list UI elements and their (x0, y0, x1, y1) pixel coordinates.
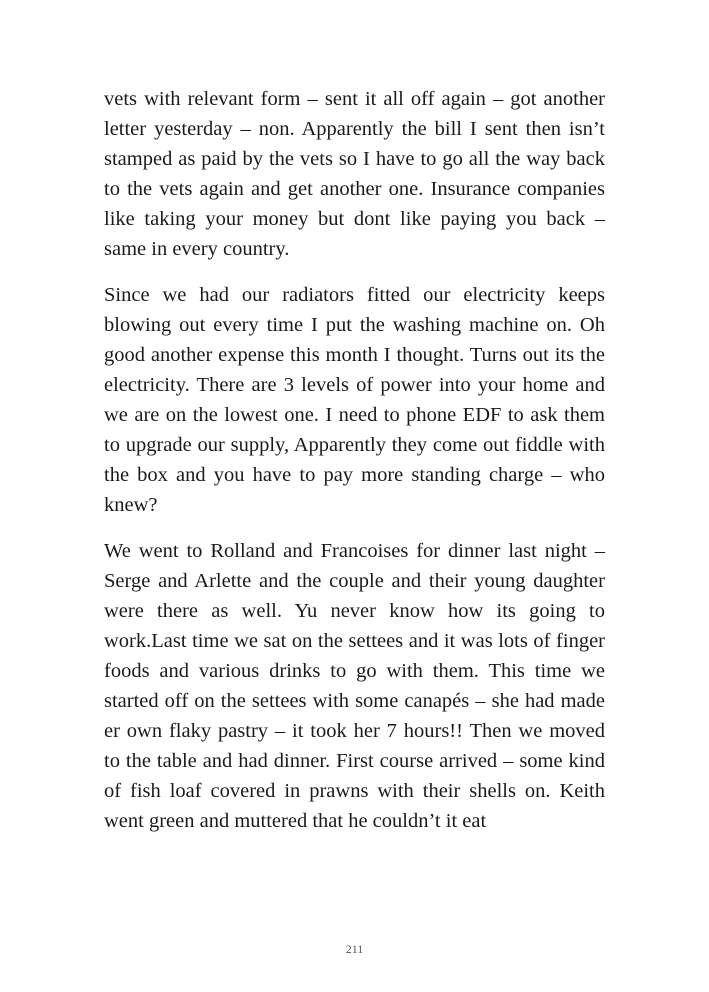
body-text (104, 84, 605, 852)
paragraph-2: Since we had our radiators fitted our electricity keeps blowing out every time I put the washing machine on. Oh good another expense this month I thought. Turns out its the electricity. There are 3 levels of power into your home and we are on the lowest one. I need to phone EDF to ask them to upgrade our supply, Apparently they come out fiddle with the box and you have to pay more standing charge – who knew? (104, 284, 605, 516)
paragraph-1: vets with relevant form – sent it all off again – got another letter yesterday – non. Apparently the bill I sent then isn’t stamped as paid by the vets so I have to go all the way back to the vets again and get another one. Insurance companies like taking your money but dont like paying you back – same in every country. (104, 88, 605, 260)
paragraph-3: We went to Rolland and Francoises for dinner last night – Serge and Arlette and the couple and their young daughter were there as well. Yu never know how its going to work.Last time we sat on the settees and it was lots of finger foods and various drinks to go with them. This time we started off on the settees with some canapés – she had made er own flaky pastry – it took her 7 hours!! Then we moved to the table and had dinner. First course arrived – some kind of fish loaf covered in prawns with their shells on. Keith went green and muttered that he couldn’t it eat (104, 540, 605, 832)
page-number: 211 (345, 942, 364, 956)
